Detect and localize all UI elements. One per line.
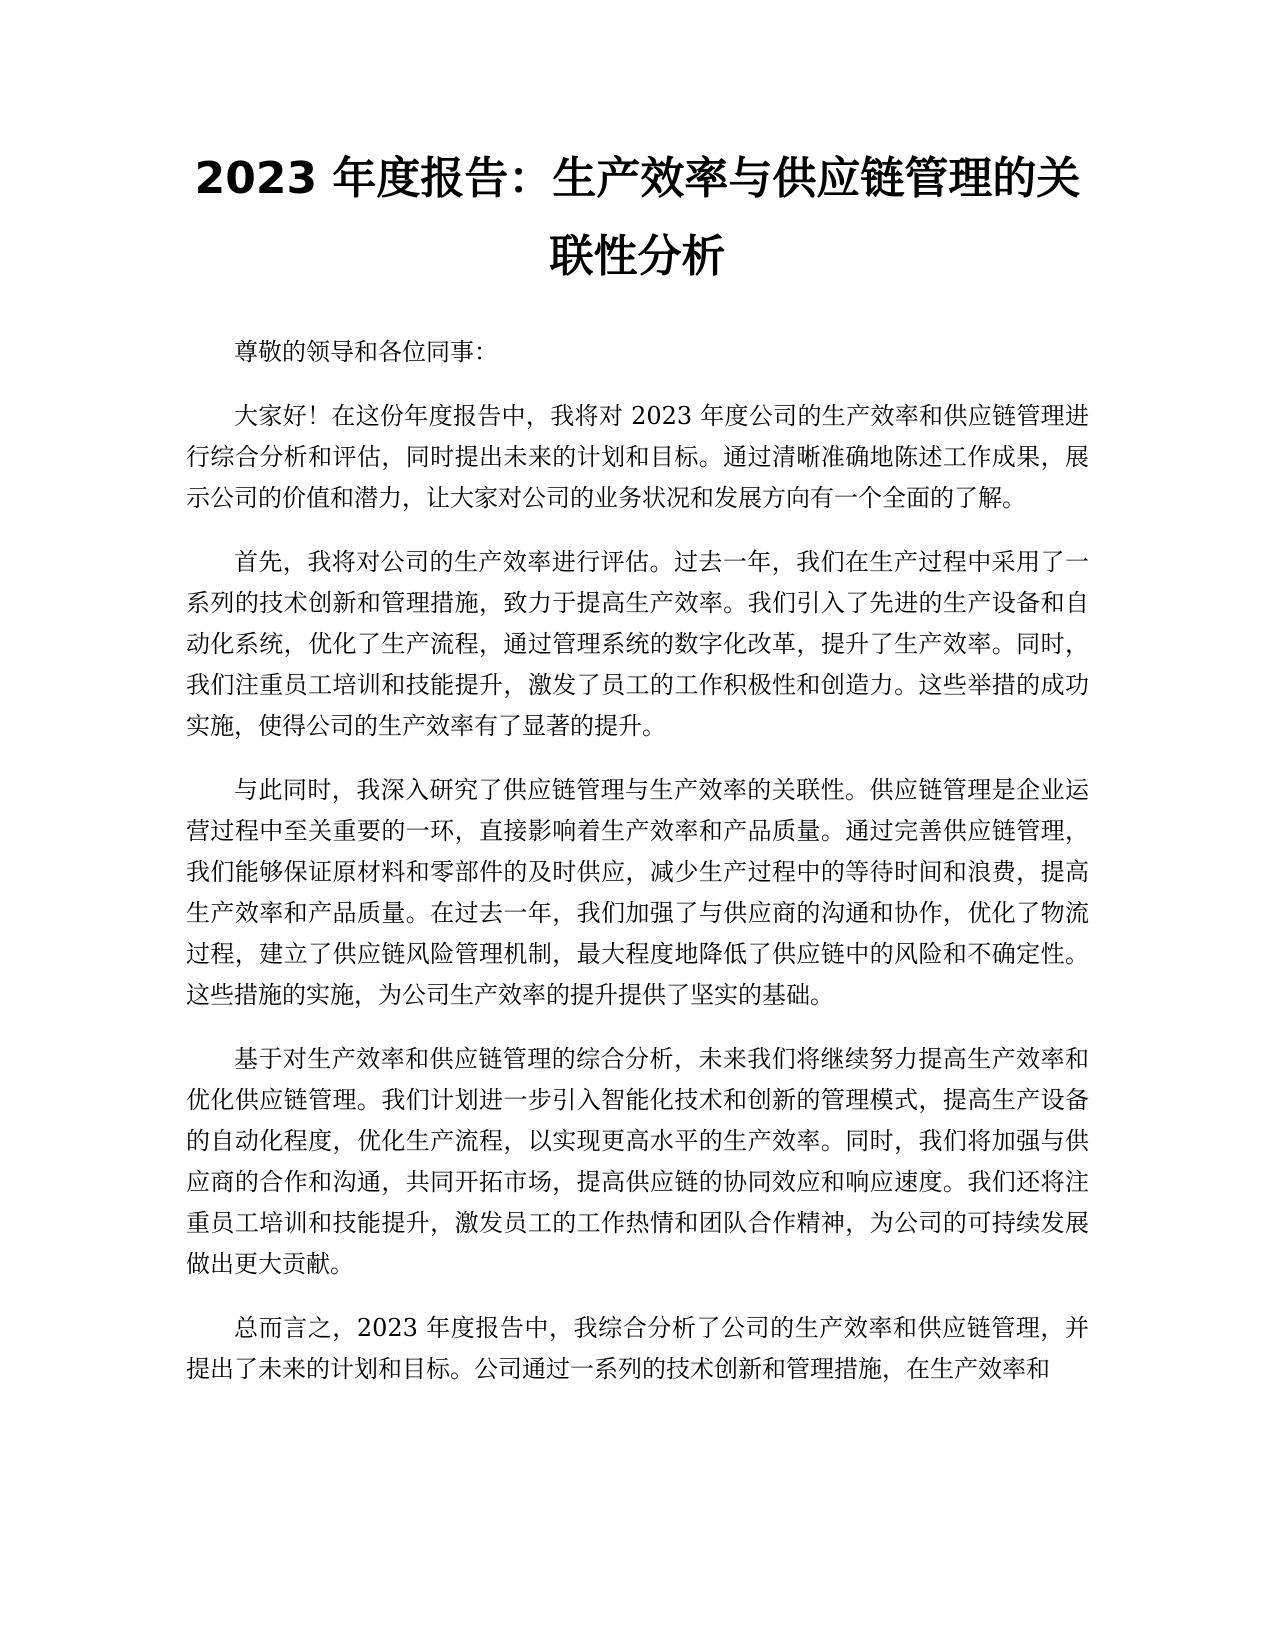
efficiency-paragraph: 首先，我将对公司的生产效率进行评估。过去一年，我们在生产过程中采用了一系列的技术创新和管理措施，致力于提高生产效率。我们引入了先进的生产设备和自动化系统，优化了生产流程，通过管理系统的数字化改革，提升了生产效率。同时，我们注重员工培训和技能提升，激发了员工的工作积极性和创造力。这些举措的成功实施，使得公司的生产效率有了显著的提升。	[186, 548, 1089, 740]
summary-paragraph: 总而言之，2023 年度报告中，我综合分析了公司的生产效率和供应链管理，并提出了未来的计划和目标。公司通过一系列的技术创新和管理措施，在生产效率和	[186, 1314, 1089, 1383]
intro-paragraph: 大家好！在这份年度报告中，我将对 2023 年度公司的生产效率和供应链管理进行综合分析和评估，同时提出未来的计划和目标。通过清晰准确地陈述工作成果，展示公司的价值和潜力，让大家对公司的业务状况和发展方向有一个全面的了解。	[186, 402, 1089, 512]
supply-chain-paragraph: 与此同时，我深入研究了供应链管理与生产效率的关联性。供应链管理是企业运营过程中至关重要的一环，直接影响着生产效率和产品质量。通过完善供应链管理，我们能够保证原材料和零部件的及时供应，减少生产过程中的等待时间和浪费，提高生产效率和产品质量。在过去一年，我们加强了与供应商的沟通和协作，优化了物流过程，建立了供应链风险管理机制，最大程度地降低了供应链中的风险和不确定性。这些措施的实施，为公司生产效率的提升提供了坚实的基础。	[186, 776, 1089, 1009]
document-body	[186, 332, 1089, 1390]
salutation-paragraph: 尊敬的领导和各位同事：	[234, 338, 498, 366]
future-plan-paragraph: 基于对生产效率和供应链管理的综合分析，未来我们将继续努力提高生产效率和优化供应链管理。我们计划进一步引入智能化技术和创新的管理模式，提高生产设备的自动化程度，优化生产流程，以实现更高水平的生产效率。同时，我们将加强与供应商的合作和沟通，共同开拓市场，提高供应链的协同效应和响应速度。我们还将注重员工培训和技能提升，激发员工的工作热情和团队合作精神，为公司的可持续发展做出更大贡献。	[186, 1045, 1089, 1278]
document-title: 2023 年度报告：生产效率与供应链管理的关联性分析	[194, 153, 1081, 282]
